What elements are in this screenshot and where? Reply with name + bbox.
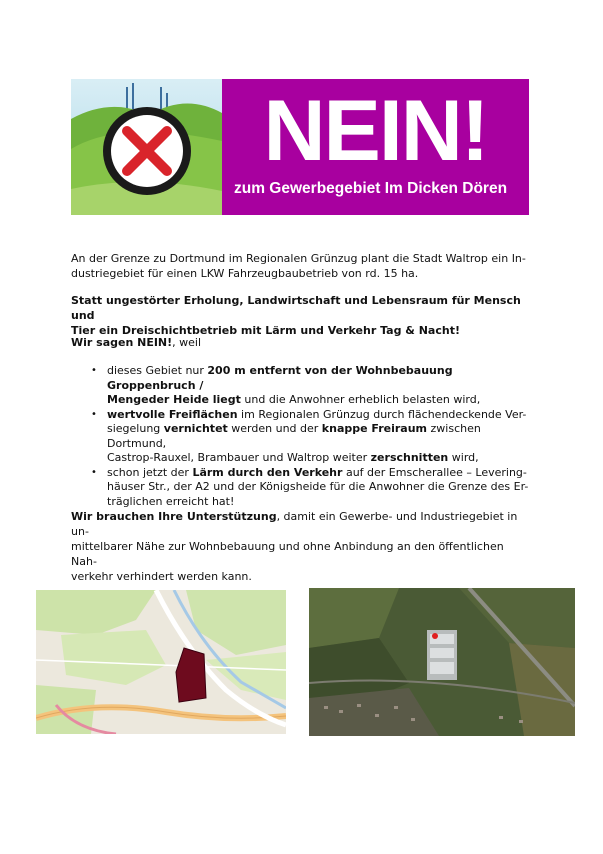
no-cross-icon (71, 79, 222, 215)
bullet-icon: • (91, 466, 97, 478)
emphasis-line-2: Tier ein Dreischichtbetrieb mit Lärm und Verkehr Tag & Nacht! (71, 324, 460, 337)
list-item (71, 466, 533, 510)
reason-intro (71, 335, 533, 350)
bullet-bold: Mengeder Heide liegt (107, 393, 241, 406)
banner-title-panel (222, 79, 529, 215)
bullet-bold: knappe Freiraum (321, 422, 428, 435)
bullet-bold: Lärm durch den Verkehr (192, 465, 343, 479)
street-map-image (36, 590, 286, 734)
list-item (71, 408, 533, 466)
banner-illustration (71, 79, 222, 215)
bullet-text: schon jetzt der (107, 465, 193, 479)
bullet-text: wird, (448, 451, 479, 464)
support-line-3: verkehr verhindert werden kann. (71, 570, 252, 583)
bullet-icon: • (91, 365, 97, 376)
satellite-map-image (309, 588, 575, 736)
bullet-text: im Regionalen Grünzug durch flächendeckende Ver- (237, 407, 527, 421)
banner-subheadline: zum Gewerbegebiet Im Dicken Dören (234, 180, 508, 197)
banner-headline: NEIN! (263, 83, 488, 179)
reasons-list (71, 364, 533, 509)
intro-line-2: dustriegebiet für einen LKW Fahrzeugbaubetrieb von rd. 15 ha. (71, 267, 419, 280)
bullet-bold: vernichtet (163, 422, 228, 435)
bullet-text: träglichen erreicht hat! (107, 494, 235, 508)
bullet-bold: wertvolle Freiflächen (107, 407, 238, 421)
bullet-text: auf der Emscherallee – Levering- (342, 465, 527, 479)
bullet-bold: 200 m entfernt von der Wohnbebauung Groppenbruch / (107, 364, 453, 392)
intro-paragraph (71, 251, 533, 281)
bullet-text: dieses Gebiet nur (107, 364, 208, 377)
support-bold: Wir brauchen Ihre Unterstützung (71, 510, 277, 523)
bullet-text: zwischen Dortmund, (107, 422, 481, 450)
bullet-text: häuser Str., der A2 und der Königsheide für die Anwohner die Grenze des Er- (107, 480, 529, 493)
emphasis-paragraph (71, 293, 533, 338)
reason-intro-rest: , weil (172, 336, 202, 349)
bullet-icon: • (91, 408, 97, 420)
reason-intro-bold: Wir sagen NEIN! (71, 336, 173, 349)
header-banner (71, 79, 529, 215)
support-line-2: mittelbarer Nähe zur Wohnbebauung und ohne Anbindung an den öffentlichen Nah- (71, 540, 504, 568)
bullet-text: Castrop-Rauxel, Brambauer und Waltrop weiter (107, 451, 371, 464)
emphasis-line-1: Statt ungestörter Erholung, Landwirtschaft und Lebensraum für Mensch und (71, 294, 521, 322)
bullet-text: und die Anwohner erheblich belasten wird, (240, 393, 481, 406)
list-item (71, 364, 533, 408)
bullet-text: siegelung (107, 422, 164, 435)
bullet-text: werden und der (227, 422, 322, 435)
intro-line-1: An der Grenze zu Dortmund im Regionalen Grünzug plant die Stadt Waltrop ein In- (71, 252, 526, 265)
bullet-bold: zerschnitten (370, 451, 449, 464)
support-paragraph (71, 509, 533, 584)
support-line-1: , damit ein Gewerbe- und Industriegebiet in un- (71, 510, 518, 538)
